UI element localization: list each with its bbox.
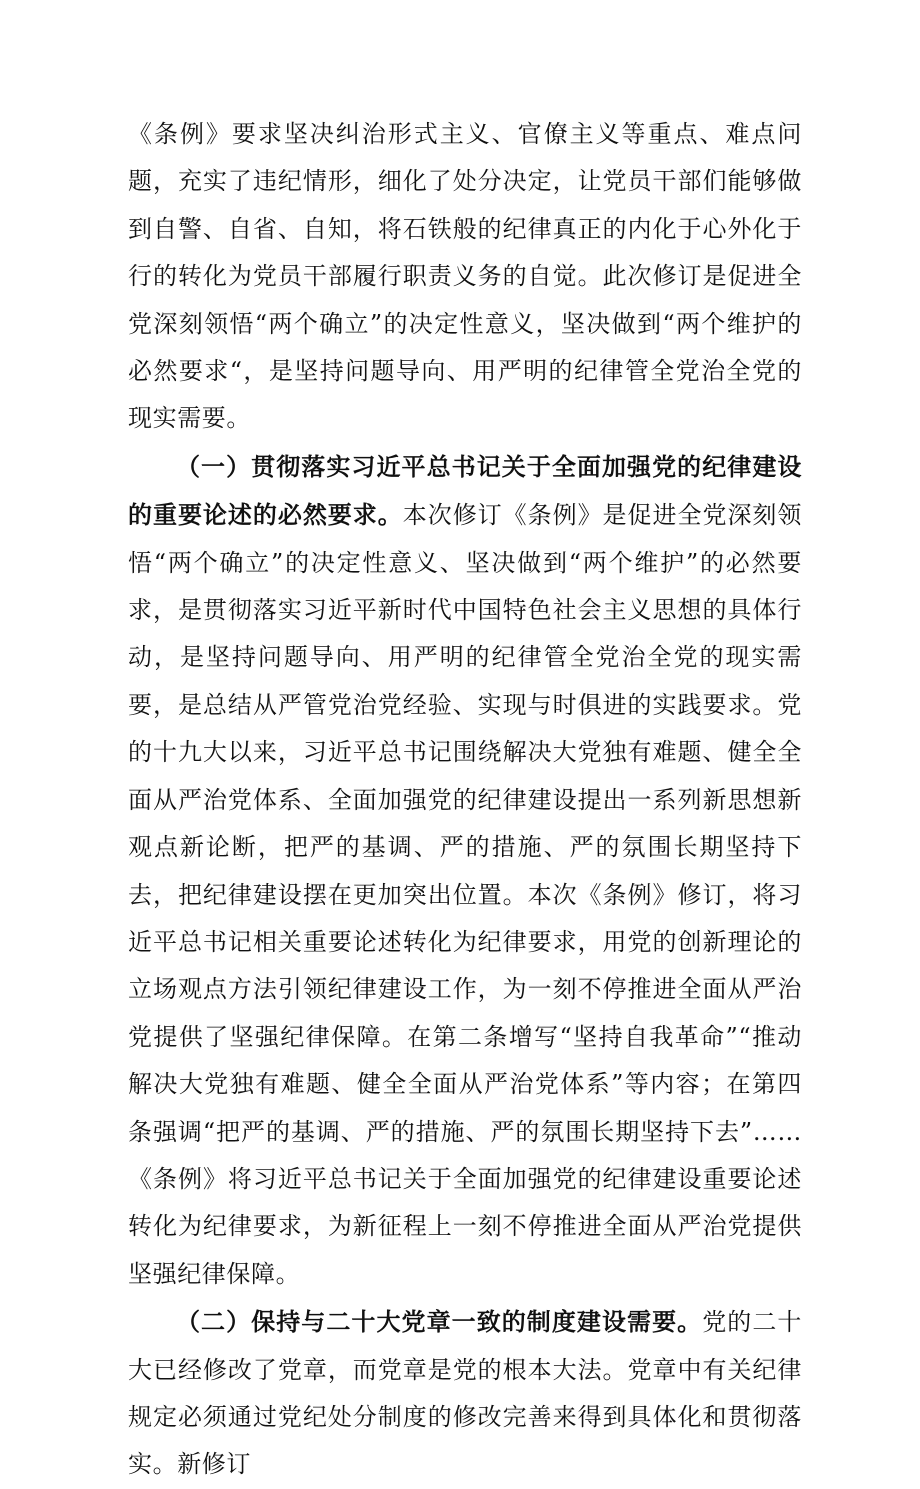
paragraph-section-2 (128, 1298, 802, 1489)
paragraph-text: 党的二十大已经修改了党章，而党章是党的根本大法。党章中有关纪律规定必须通过党纪处分制度的修改完善来得到具体化和贯彻落实。新修订 (128, 1308, 802, 1479)
document-body (128, 110, 802, 1489)
paragraph-intro (128, 110, 802, 443)
paragraph-heading: （一）贯彻落实习近平总书记关于全面加强党的纪律建设的重要论述的必然要求。 (128, 451, 802, 530)
paragraph-text: 本次修订《条例》是促进全党深刻领悟“两个确立”的决定性意义、坚决做到“两个维护”的必然要求，是贯彻落实习近平新时代中国特色社会主义思想的具体行动，是坚持问题导向、用严明的纪律管全党治全党的现实需要，是总结从严管党治党经验、实现与时俱进的实践要求。党的十九大以来，习近平总书记围绕解决大党独有难题、健全全面从严治党体系、全面加强党的纪律建设提出一系列新思想新观点新论断，把严的基调、严的措施、严的氛围长期坚持下去，把纪律建设摆在更加突出位置。本次《条例》修订，将习近平总书记相关重要论述转化为纪律要求，用党的创新理论的立场观点方法引领纪律建设工作，为一刻不停推进全面从严治党提供了坚强纪律保障。在第二条增写“坚持自我革命”“推动解决大党独有难题、健全全面从严治党体系”等内容；在第四条强调“把严的基调、严的措施、严的氛围长期坚持下去”……《条例》将习近平总书记关于全面加强党的纪律建设重要论述转化为纪律要求，为新征程上一刻不停推进全面从严治党提供坚强纪律保障。 (128, 501, 802, 1288)
paragraph-heading: （二）保持与二十大党章一致的制度建设需要。 (176, 1307, 703, 1337)
paragraph-text: 《条例》要求坚决纠治形式主义、官僚主义等重点、难点问题，充实了违纪情形，细化了处分决定，让党员干部们能够做到自警、自省、自知，将石铁般的纪律真正的内化于心外化于行的转化为党员干部履行职责义务的自觉。此次修订是促进全党深刻领悟“两个确立”的决定性意义，坚决做到“两个维护的必然要求“，是坚持问题导向、用严明的纪律管全党治全党的现实需要。 (128, 120, 802, 433)
paragraph-section-1 (128, 443, 802, 1298)
